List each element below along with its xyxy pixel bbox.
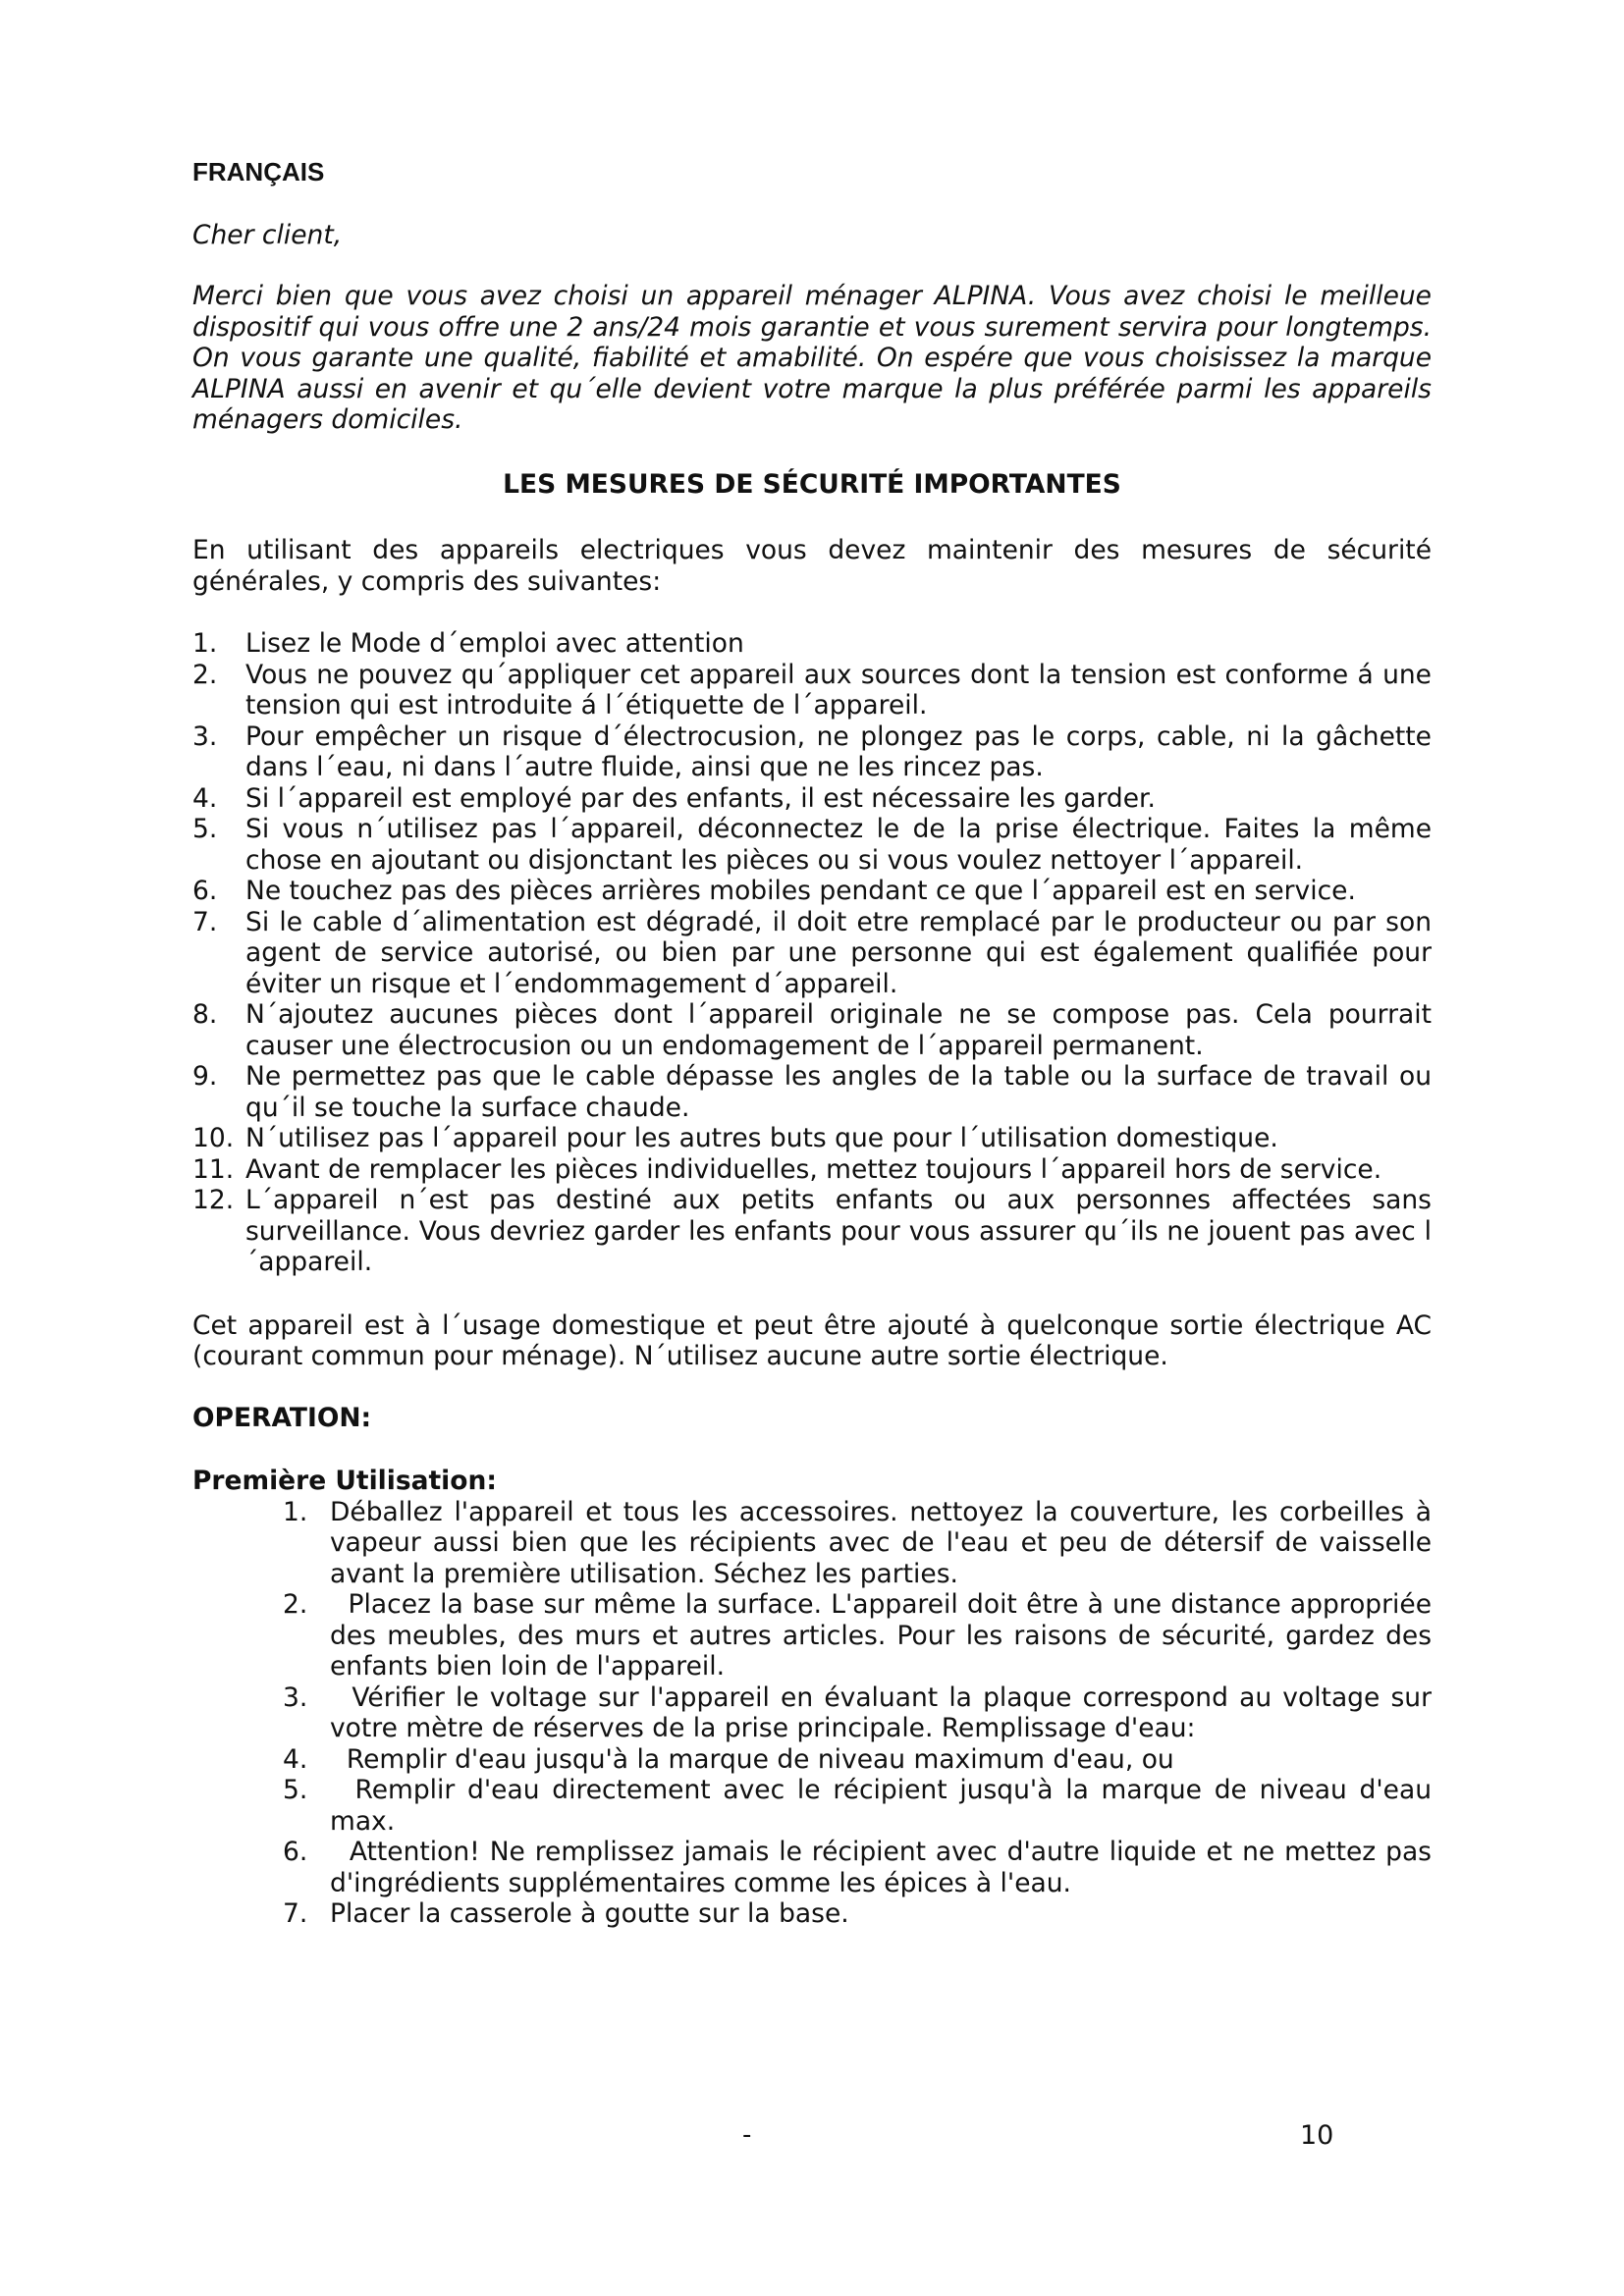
item-number: 8. — [192, 999, 218, 1030]
item-number: 10. — [192, 1123, 235, 1153]
item-text: Avant de remplacer les pièces individuelles, mettez toujours l´appareil hors de service. — [245, 1153, 1382, 1185]
list-item — [192, 1154, 1432, 1186]
item-text: Placez la base sur même la surface. L'appareil doit être à une distance appropriée des meubles, des murs et autres articles. Pour les raisons de sécurité, gardez des enfants bien loin de l'appareil. — [330, 1589, 1440, 1682]
footer-dash: - — [742, 2120, 752, 2150]
item-text: Si vous n´utilisez pas l´appareil, déconnectez le de la prise électrique. Faites la même chose en ajoutant ou disjonctant les pièces ou si vous voulez nettoyer l´appareil. — [245, 814, 1432, 876]
item-number: 9. — [192, 1061, 218, 1092]
item-number: 1. — [192, 628, 218, 659]
list-item — [192, 1589, 1440, 1682]
list-item — [192, 1497, 1432, 1590]
list-item — [192, 1744, 1432, 1776]
item-text: Vous ne pouvez qu´appliquer cet appareil aux sources dont la tension est conforme á une tension qui est introduite á l´étiquette de l´appareil. — [245, 659, 1432, 721]
item-number: 6. — [283, 1837, 308, 1867]
list-item — [192, 1185, 1432, 1278]
item-number: 2. — [192, 659, 218, 690]
item-number: 2. — [283, 1589, 308, 1620]
first-use-list — [192, 1496, 1440, 1930]
item-number: 12. — [192, 1185, 235, 1215]
item-number: 4. — [283, 1743, 308, 1775]
list-item — [192, 1898, 1432, 1930]
item-text: N´utilisez pas l´appareil pour les autres buts que pour l´utilisation domestique. — [245, 1123, 1278, 1153]
item-text: Attention! Ne remplissez jamais le récipient avec d'autre liquide et ne mettez pas d'ingrédients supplémentaires comme les épices à l'eau. — [330, 1837, 1440, 1898]
item-number: 1. — [283, 1496, 308, 1527]
item-number: 3. — [283, 1682, 308, 1713]
item-text: Ne touchez pas des pièces arrières mobiles pendant ce que l´appareil est en service. — [245, 876, 1356, 906]
list-item — [192, 907, 1432, 1000]
list-item — [192, 814, 1432, 876]
item-text: L´appareil n´est pas destiné aux petits enfants ou aux personnes affectées sans surveillance. Vous devriez garder les enfants pour vous assurer qu´ils ne jouent pas avec l´appareil. — [245, 1185, 1432, 1277]
item-text: Si le cable d´alimentation est dégradé, il doit etre remplacé par le producteur ou par son agent de service autorisé, ou bien par une personne qui est également qualifiée pour éviter un risque et l´endommagement d´appareil. — [245, 906, 1432, 999]
item-text: Pour empêcher un risque d´électrocusion, ne plongez pas le corps, cable, ni la gâchette dans l´eau, ni dans l´autre fluide, ainsi que ne les rincez pas. — [245, 721, 1432, 782]
item-text: Si l´appareil est employé par des enfants, il est nécessaire les garder. — [245, 782, 1156, 814]
item-text: Vérifier le voltage sur l'appareil en évaluant la plaque correspond au voltage sur votre mètre de réserves de la prise principale. Remplissage d'eau: — [330, 1682, 1440, 1743]
intro-paragraph: Merci bien que vous avez choisi un appareil ménager ALPINA. Vous avez choisi le meilleue dispositif qui vous offre une 2 ans/24 mois garantie et vous surement servira pour longtemps. On vous garante une qualité, fiabilité et amabilité. On espére que vous choisissez la marque ALPINA aussi en avenir et qu´elle devient votre marque la plus préférée parmi les appareils ménagers domiciles. — [192, 281, 1432, 435]
page-number: 10 — [1300, 2120, 1334, 2151]
item-number: 6. — [192, 876, 218, 906]
list-item — [192, 1775, 1440, 1837]
item-text: Déballez l'appareil et tous les accessoires. nettoyez la couverture, les corbeilles à vapeur aussi bien que les récipients avec de l'eau et peu de détersif de vaisselle avant la première utilisation. Séchez les parties. — [330, 1496, 1432, 1589]
safety-heading: LES MESURES DE SÉCURITÉ IMPORTANTES — [503, 468, 1121, 500]
item-text: Placer la casserole à goutte sur la base. — [330, 1898, 849, 1929]
item-text: N´ajoutez aucunes pièces dont l´appareil originale ne se compose pas. Cela pourrait causer une électrocusion ou un endomagement de l´appareil permanent. — [245, 999, 1432, 1061]
greeting: Cher client, — [192, 219, 343, 250]
usage-note: Cet appareil est à l´usage domestique et peut être ajouté à quelconque sortie électrique AC (courant commun pour ménage). N´utilisez aucune autre sortie électrique. — [192, 1309, 1432, 1371]
item-number: 3. — [192, 721, 218, 752]
list-item — [192, 1682, 1440, 1744]
list-item — [192, 876, 1432, 907]
list-item — [192, 1061, 1432, 1123]
safety-intro: En utilisant des appareils electriques vous devez maintenir des mesures de sécurité générales, y compris des suivantes: — [192, 535, 1432, 597]
list-item — [192, 660, 1432, 721]
item-number: 7. — [283, 1898, 308, 1929]
item-text: Ne permettez pas que le cable dépasse les angles de la table ou la surface de travail ou qu´il se touche la surface chaude. — [245, 1061, 1432, 1123]
item-text: Remplir d'eau jusqu'à la marque de niveau maximum d'eau, ou — [330, 1743, 1174, 1775]
item-number: 11. — [192, 1153, 235, 1185]
operation-heading: OPERATION: — [192, 1402, 372, 1433]
item-text: Lisez le Mode d´emploi avec attention — [245, 628, 744, 659]
list-item — [192, 628, 1432, 660]
list-item — [192, 721, 1432, 783]
safety-list — [192, 628, 1432, 1278]
list-item — [192, 1123, 1432, 1154]
item-text: Remplir d'eau directement avec le récipient jusqu'à la marque de niveau d'eau max. — [330, 1775, 1440, 1837]
item-number: 5. — [283, 1775, 308, 1805]
first-use-heading: Première Utilisation: — [192, 1466, 497, 1496]
item-number: 5. — [192, 814, 218, 844]
item-number: 7. — [192, 906, 218, 937]
list-item — [192, 1837, 1440, 1898]
list-item — [192, 999, 1432, 1061]
item-number: 4. — [192, 782, 218, 814]
language-heading: FRANÇAIS — [192, 157, 325, 187]
list-item — [192, 783, 1432, 815]
document-page — [192, 157, 1440, 1930]
